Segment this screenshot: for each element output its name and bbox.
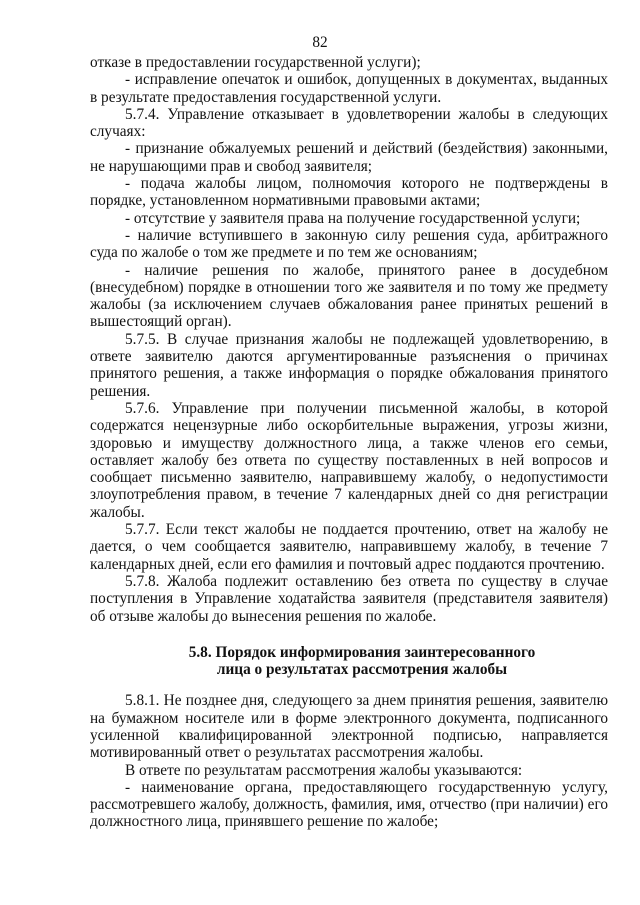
paragraph-lawful-decisions: - признание обжалуемых решений и действий (бездействия) законными, не нарушающими прав и свобод заявителя;	[90, 140, 608, 175]
paragraph-court-decision: - наличие вступившего в законную силу решения суда, арбитражного суда по жалобе о том же предмете и по тем же основаниям;	[90, 226, 608, 262]
paragraph-prior-decision: - наличие решения по жалобе, принятого ранее в досудебном (внесудебном) порядке в отношении того же заявителя и по тому же предмету жалобы (за исключением случаев обжалования ранее принятых решений в вышестоящий орган).	[90, 261, 608, 331]
paragraph-5-7-8: 5.7.8. Жалоба подлежит оставлению без ответа по существу в случае поступления в Управление ходатайства заявителя (представителя заявителя) об отзыве жалобы до вынесения решения по жалобе.	[90, 572, 608, 625]
section-heading-5-8	[90, 644, 608, 679]
page-number: 82	[312, 34, 328, 51]
paragraph-refusal-continuation: отказе в предоставлении государственной услуги);	[90, 54, 421, 71]
paragraph-no-right: - отсутствие у заявителя права на получение государственной услуги;	[125, 209, 581, 227]
page-content	[90, 54, 608, 831]
paragraph-5-7-6: 5.7.6. Управление при получении письменной жалобы, в которой содержатся нецензурные либо оскорбительные выражения, угрозы жизни, здоровью и имуществу должностного лица, а также членов его семьи, оставляет жалобу без ответа по существу поставленных в ней вопросов и сообщает письменно заявителю, направившему жалобу, о недопустимости злоупотребления правом, в течение 7 календарных дней со дня регистрации жалобы.	[90, 399, 608, 521]
paragraph-body-name: - наименование органа, предоставляющего государственную услугу, рассмотревшего жалобу, должность, фамилия, имя, отчество (при наличии) его должностного лица, принявшего решение по жалобе;	[90, 778, 608, 831]
paragraph-response-contents: В ответе по результатам рассмотрения жалобы указываются:	[125, 761, 523, 779]
paragraph-unauthorized-filer: - подача жалобы лицом, полномочия которого не подтверждены в порядке, установленном нормативными правовыми актами;	[90, 175, 608, 210]
section-heading-line-2: лица о результатах рассмотрения жалобы	[216, 661, 508, 679]
paragraph-5-7-7: 5.7.7. Если текст жалобы не поддается прочтению, ответ на жалобу не дается, о чем сообщается заявителю, направившему жалобу, в течение 7 календарных дней, если его фамилия и почтовый адрес поддаются прочтению.	[90, 521, 608, 573]
paragraph-5-8-1: 5.8.1. Не позднее дня, следующего за днем принятия решения, заявителю на бумажном носителе или в форме электронного документа, подписанного усиленной квалифицированной электронной подписью, направляется мотивированный ответ о результатах рассмотрения жалобы.	[90, 692, 608, 762]
section-heading-line-1: 5.8. Порядок информирования заинтересованного	[188, 643, 536, 661]
paragraph-5-7-5: 5.7.5. В случае признания жалобы не подлежащей удовлетворению, в ответе заявителю даются аргументированные разъяснения о причинах принятого решения, а также информация о порядке обжалования принятого решения.	[90, 330, 608, 400]
paragraph-5-7-4: 5.7.4. Управление отказывает в удовлетворении жалобы в следующих случаях:	[90, 105, 608, 141]
paragraph-typo-correction: - исправление опечаток и ошибок, допущенных в документах, выданных в результате предоставления государственной услуги.	[90, 71, 608, 106]
